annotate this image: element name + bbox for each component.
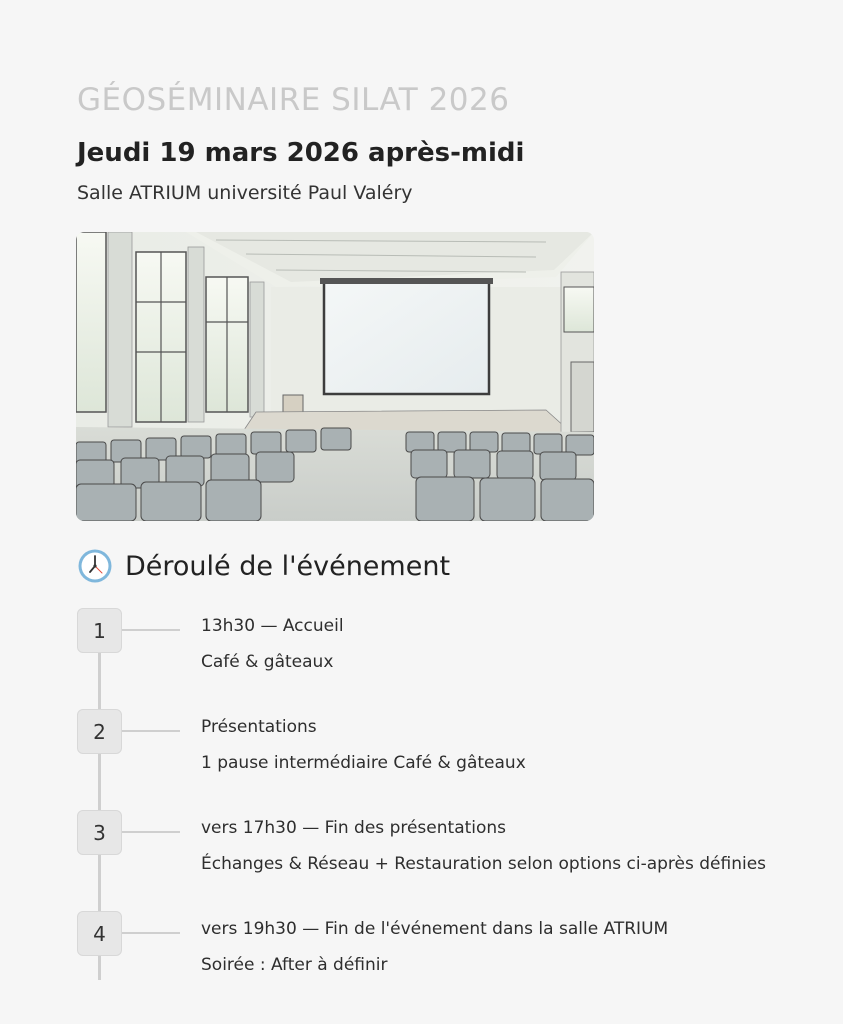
event-title: GÉOSÉMINAIRE SILAT 2026	[77, 82, 510, 118]
event-date: Jeudi 19 mars 2026 après-midi	[77, 138, 525, 168]
timeline-step	[77, 911, 777, 991]
step-number-badge: 4	[77, 911, 122, 956]
step-detail: Échanges & Réseau + Restauration selon options ci-après définies	[201, 854, 767, 874]
step-connector	[122, 932, 180, 934]
step-number-badge: 3	[77, 810, 122, 855]
step-detail: Soirée : After à définir	[201, 955, 388, 975]
clock-icon	[77, 548, 113, 584]
step-number-badge: 1	[77, 608, 122, 653]
step-connector	[122, 831, 180, 833]
step-detail: Café & gâteaux	[201, 652, 334, 672]
lecture-hall-image	[76, 232, 594, 521]
timeline-step	[77, 810, 777, 890]
step-heading: 13h30 — Accueil	[201, 616, 344, 636]
timeline-step	[77, 608, 777, 688]
step-connector	[122, 730, 180, 732]
timeline-step	[77, 709, 777, 789]
step-heading: Présentations	[201, 717, 317, 737]
event-venue: Salle ATRIUM université Paul Valéry	[77, 182, 413, 204]
schedule-title: Déroulé de l'événement	[125, 550, 451, 582]
step-heading: vers 19h30 — Fin de l'événement dans la salle ATRIUM	[201, 919, 669, 939]
step-connector	[122, 629, 180, 631]
step-detail: 1 pause intermédiaire Café & gâteaux	[201, 753, 526, 773]
step-number-badge: 2	[77, 709, 122, 754]
schedule-header	[77, 548, 450, 584]
step-heading: vers 17h30 — Fin des présentations	[201, 818, 507, 838]
